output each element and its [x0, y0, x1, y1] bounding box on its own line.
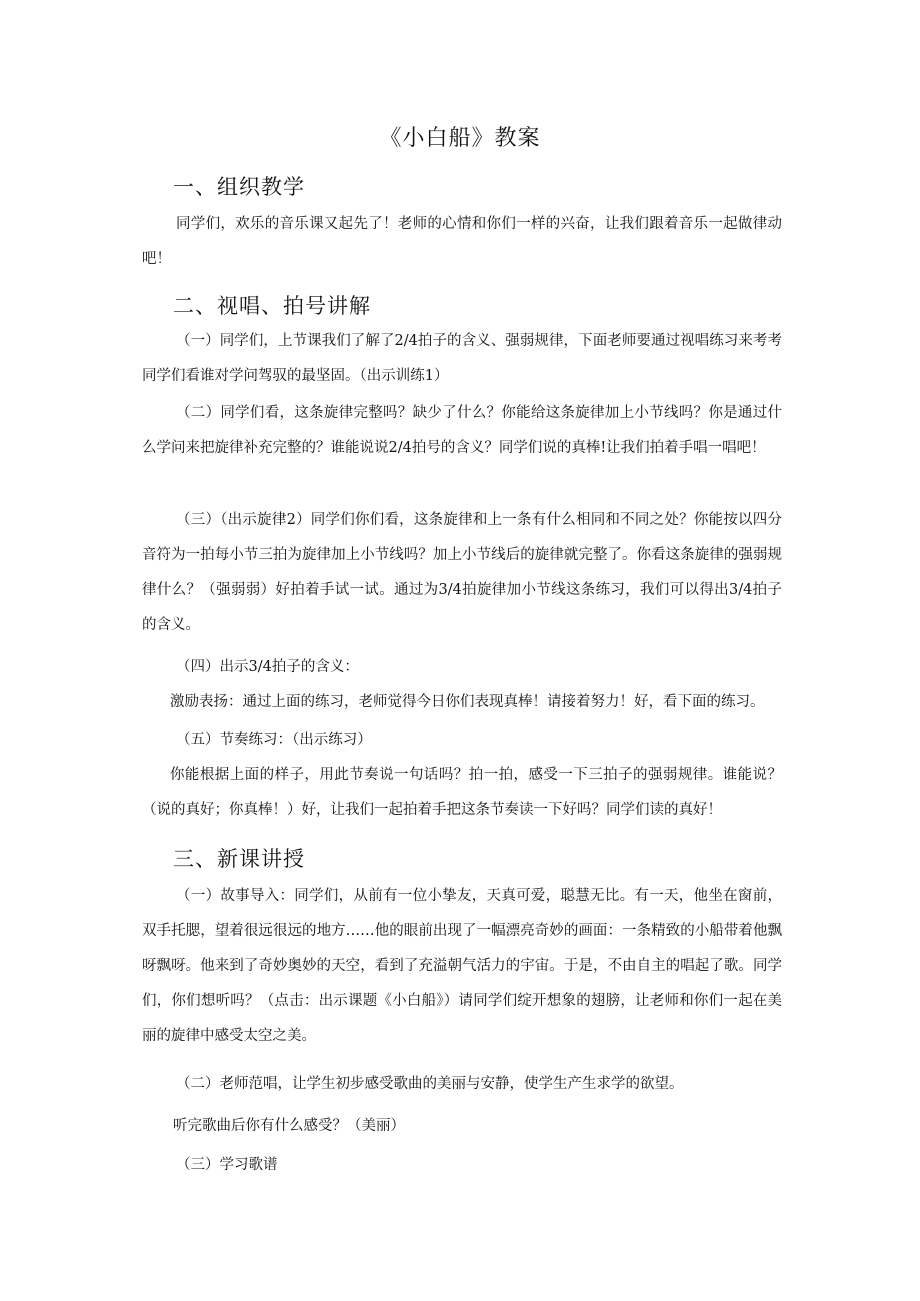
paragraph-3-4: （三）学习歌谱 [176, 1157, 278, 1173]
section-heading-organize: 一、组织教学 [173, 175, 305, 199]
section-heading-new-lesson: 三、新课讲授 [173, 847, 305, 871]
paragraph-3-1: （一）故事导入：同学们，从前有一位小挚友，天真可爱，聪慧无比。有一天，他坐在窗前，双手托腮，望着很远很远的地方……他的眼前出现了一幅漂亮奇妙的画面：一条精致的小船带着他飘呀飘呀。他来到了奇妙奥妙的天空，看到了充溢朝气活力的宇宙。于是，不由自主的唱起了歌。同学们，你们想听吗？（点击：出示课题《小白船》）请同学们绽开想象的翅膀，让老师和你们一起在美丽的旋律中感受太空之美。 [142, 888, 782, 1044]
paragraph-2-3: （三）（出示旋律2）同学们你们看，这条旋律和上一条有什么相同和不同之处？你能按以四分音符为一拍每小节三拍为旋律加上小节线吗？加上小节线后的旋律就完整了。你看这条旋律的强弱规律什么？（强弱弱）好拍着手试一试。通过为3/4拍旋律加小节线这条练习，我们可以得出3/4拍子的含义。 [142, 512, 782, 633]
paragraph-2-1: （一）同学们，上节课我们了解了2/4拍子的含义、强弱规律，下面老师要通过视唱练习来考考同学们看谁对学问驾驭的最坚固。（出示训练1） [142, 333, 782, 384]
paragraph-2-7: 你能根据上面的样子，用此节奏说一句话吗？拍一拍，感受一下三拍子的强弱规律。谁能说？（说的真好；你真棒！）好，让我们一起拍着手把这条节奏读一下好吗？同学们读的真好！ [142, 767, 782, 818]
paragraph-2-2: （二）同学们看，这条旋律完整吗？缺少了什么？你能给这条旋律加上小节线吗？你是通过什么学问来把旋律补充完整的？谁能说说2/4拍号的含义？同学们说的真棒!让我们拍着手唱一唱吧！ [142, 405, 782, 456]
document-title: 《小白船》教案 [379, 126, 541, 151]
paragraph-3-2: （二）老师范唱，让学生初步感受歌曲的美丽与安静，使学生产生求学的欲望。 [176, 1076, 684, 1092]
paragraph-2-5: 激励表扬：通过上面的练习，老师觉得今日你们表现真棒！请接着努力！好，看下面的练习。 [170, 694, 765, 710]
paragraph-3-3: 听完歌曲后你有什么感受？（美丽） [173, 1118, 405, 1134]
paragraph-2-4: （四）出示3/4拍子的含义： [176, 659, 359, 675]
section-heading-sight-singing: 二、视唱、拍号讲解 [173, 294, 371, 318]
paragraph-2-6: （五）节奏练习：（出示练习） [176, 732, 372, 748]
paragraph-organize: 同学们，欢乐的音乐课又起先了！老师的心情和你们一样的兴奋，让我们跟着音乐一起做律动吧！ [142, 216, 782, 267]
